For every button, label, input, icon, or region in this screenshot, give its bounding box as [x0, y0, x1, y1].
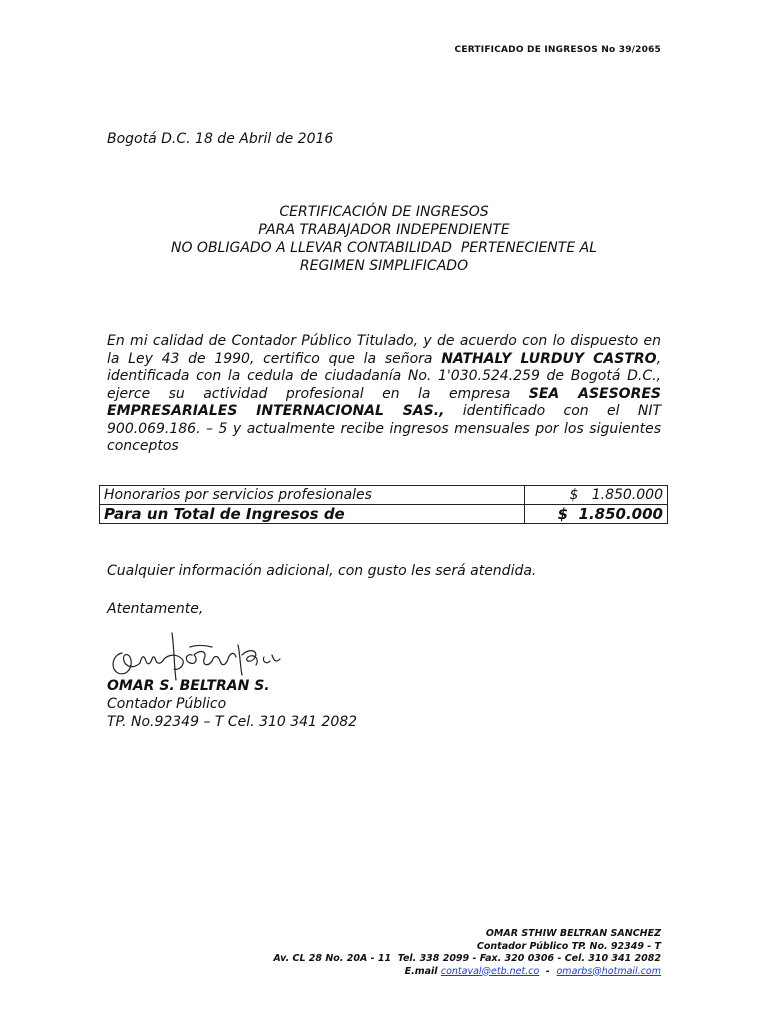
paragraph-text-3: identificado con el NIT 900.069.186. – 5 y actualmente recibe ingresos mensuales por los siguientes conceptos [107, 403, 662, 454]
company-name: SEA ASESORES EMPRESARIALES INTERNACIONAL SAS., [107, 385, 661, 419]
footer-address: Av. CL 28 No. 20A - 11 Tel. 338 2099 - Fax. 320 0306 - Cel. 310 341 2082 [273, 953, 661, 964]
footer-name: OMAR STHIW BELTRAN SANCHEZ [485, 928, 661, 939]
total-amount: $ 1.850.000 [525, 505, 668, 524]
certificate-number: CERTIFICADO DE INGRESOS No 39/2065 [454, 45, 661, 55]
handwritten-signature [104, 625, 294, 685]
title-line-3: NO OBLIGADO A LLEVAR CONTABILIDAD PERTENECIENTE AL [170, 240, 597, 256]
signer-title: Contador Público [107, 696, 227, 712]
email-link-omarbs[interactable]: omarbs@hotmail.com [556, 965, 661, 977]
letterhead-footer [273, 928, 661, 978]
additional-info-note: Cualquier información adicional, con gusto les será atendida. [107, 563, 537, 579]
total-label: Para un Total de Ingresos de [100, 505, 525, 524]
paragraph-text-2: , identificada con la cedula de ciudadanía No. 1'030.524.259 de Bogotá D.C., ejerce su actividad profesional en la empresa [107, 350, 662, 402]
footer-email-line [273, 966, 661, 979]
footer-title: Contador Público TP. No. 92349 - T [476, 940, 661, 952]
income-amount: $ 1.850.000 [525, 486, 668, 505]
title-line-1: CERTIFICACIÓN DE INGRESOS [279, 204, 489, 220]
income-table [99, 485, 668, 524]
table-row [100, 486, 668, 505]
person-name: NATHALY LURDUY CASTRO [441, 350, 657, 367]
signer-name: OMAR S. BELTRAN S. [107, 678, 270, 694]
certification-paragraph [107, 333, 661, 456]
signer-details: TP. No.92349 – T Cel. 310 341 2082 [107, 714, 358, 730]
footer-email-separator: - [539, 965, 557, 977]
footer-email-label: E.mail [404, 965, 441, 977]
paragraph-text-1: En mi calidad de Contador Público Titulado, y de acuerdo con lo dispuesto en la Ley 43 de 1990, certifico que la señora [107, 333, 661, 367]
signer-block [107, 677, 357, 731]
email-link-contaval[interactable]: contaval@etb.net.co [440, 965, 540, 977]
document-title [107, 203, 661, 275]
total-row [100, 505, 668, 524]
title-line-2: PARA TRABAJADOR INDEPENDIENTE [258, 222, 510, 238]
income-concept: Honorarios por servicios profesionales [100, 486, 525, 505]
closing-salutation: Atentamente, [107, 601, 204, 617]
title-line-4: REGIMEN SIMPLIFICADO [299, 258, 469, 274]
place-and-date: Bogotá D.C. 18 de Abril de 2016 [107, 131, 334, 147]
